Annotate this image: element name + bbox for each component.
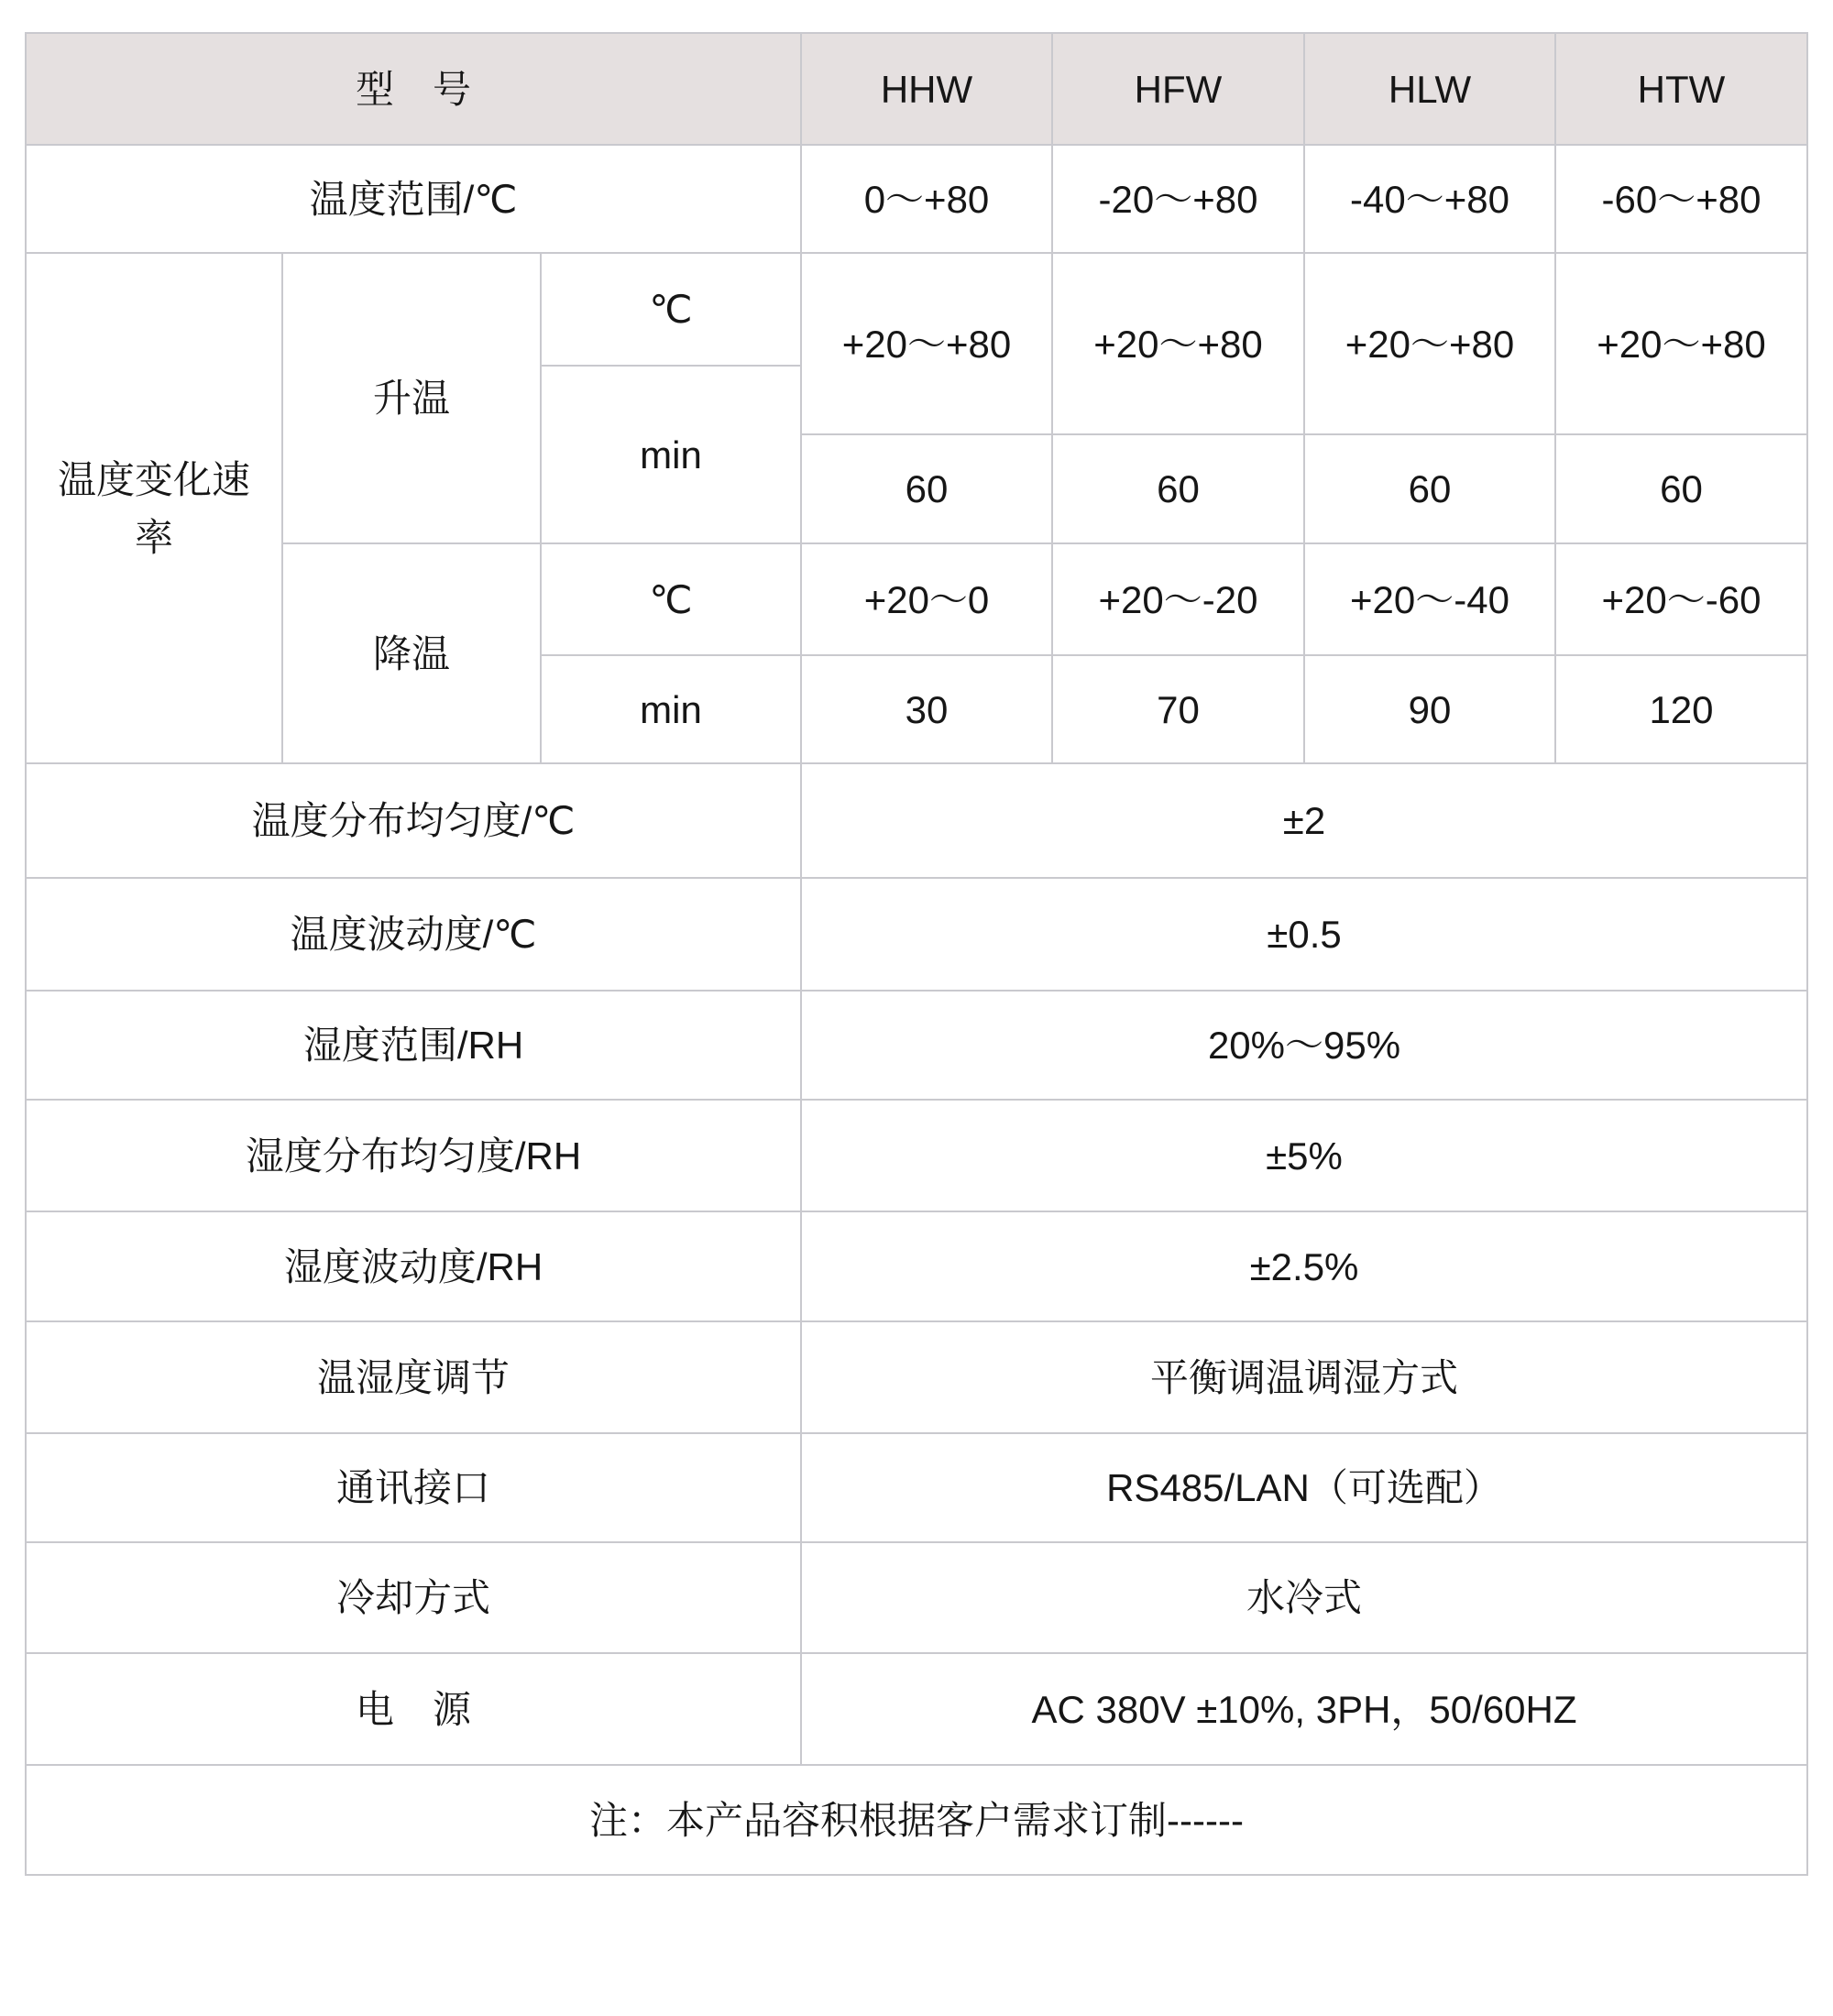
heating-temp-hfw: +20～+80 <box>1053 254 1305 435</box>
model-name-htw: HTW <box>1637 67 1726 111</box>
spec-label-temp-humidity-control: 温湿度调节 <box>27 1322 802 1434</box>
model-name-hhw: HHW <box>880 67 973 111</box>
temp-range-label: 温度范围/℃ <box>309 177 518 221</box>
header-cell-model-hfw <box>1053 34 1305 146</box>
cooling-temp-hhw: +20～0 <box>802 544 1053 656</box>
header-cell-model-htw <box>1556 34 1808 146</box>
heating-time-hfw: 60 <box>1053 435 1305 544</box>
spec-value-humidity-uniformity: ±5% <box>802 1101 1808 1212</box>
spec-value-communication-interface: RS485/LAN（可选配） <box>802 1434 1808 1543</box>
temp-range-value-htw: -60～+80 <box>1556 146 1808 254</box>
spec-value-temp-humidity-control: 平衡调温调湿方式 <box>802 1322 1808 1434</box>
cooling-label-cell <box>283 544 542 764</box>
temp-range-value-hfw: -20～+80 <box>1053 146 1305 254</box>
heating-unit-time-cell: min <box>542 367 802 544</box>
spec-label-temp-uniformity: 温度分布均匀度/℃ <box>27 764 802 879</box>
cooling-time-hhw: 30 <box>802 656 1053 764</box>
cooling-time-htw: 120 <box>1556 656 1808 764</box>
spec-value-humidity-range: 20%～95% <box>802 992 1808 1101</box>
temp-range-value-hhw: 0～+80 <box>802 146 1053 254</box>
note-row <box>27 1766 1808 1876</box>
heating-time-hhw: 60 <box>802 435 1053 544</box>
cooling-time-hlw: 90 <box>1305 656 1556 764</box>
spec-table <box>25 32 1808 1876</box>
spec-label-humidity-uniformity: 湿度分布均匀度/RH <box>27 1101 802 1212</box>
temp-change-rate-label-cell <box>27 254 283 764</box>
cooling-temp-hfw: +20～-20 <box>1053 544 1305 656</box>
heating-time-htw: 60 <box>1556 435 1808 544</box>
heating-temp-htw: +20～+80 <box>1556 254 1808 435</box>
cooling-temp-htw: +20～-60 <box>1556 544 1808 656</box>
spec-label-humidity-fluctuation: 湿度波动度/RH <box>27 1212 802 1322</box>
header-cell-model-hlw <box>1305 34 1556 146</box>
heating-time-hlw: 60 <box>1305 435 1556 544</box>
temp-change-rate-label: 温度变化速率 <box>57 457 250 559</box>
heating-temp-hhw: +20～+80 <box>802 254 1053 435</box>
cooling-unit-temp-cell: ℃ <box>542 544 802 656</box>
spec-value-power-supply: AC 380V ±10%, 3PH，50/60HZ <box>802 1654 1808 1766</box>
header-cell-model-hhw <box>802 34 1053 146</box>
spec-value-temp-fluctuation: ±0.5 <box>802 879 1808 992</box>
spec-label-communication-interface: 通讯接口 <box>27 1434 802 1543</box>
header-cell-model-label <box>27 34 802 146</box>
cooling-label: 降温 <box>372 631 450 675</box>
spec-label-cooling-method: 冷却方式 <box>27 1543 802 1654</box>
temp-range-value-hlw: -40～+80 <box>1305 146 1556 254</box>
cooling-unit-time-cell: min <box>542 656 802 764</box>
heating-label: 升温 <box>372 377 450 420</box>
heating-unit-temp-cell: ℃ <box>542 254 802 367</box>
heating-temp-hlw: +20～+80 <box>1305 254 1556 435</box>
spec-value-humidity-fluctuation: ±2.5% <box>802 1212 1808 1322</box>
model-name-hlw: HLW <box>1388 67 1472 111</box>
cooling-time-hfw: 70 <box>1053 656 1305 764</box>
model-label: 型 号 <box>355 67 471 111</box>
cooling-temp-hlw: +20～-40 <box>1305 544 1556 656</box>
spec-label-temp-fluctuation: 温度波动度/℃ <box>27 879 802 992</box>
note-text: 注：本产品容积根据客户需求订制------ <box>589 1798 1244 1842</box>
model-name-hfw: HFW <box>1134 67 1223 111</box>
spec-value-cooling-method: 水冷式 <box>802 1543 1808 1654</box>
spec-label-power-supply: 电 源 <box>27 1654 802 1766</box>
heating-label-cell <box>283 254 542 544</box>
temp-range-label-cell <box>27 146 802 254</box>
spec-value-temp-uniformity: ±2 <box>802 764 1808 879</box>
spec-label-humidity-range: 湿度范围/RH <box>27 992 802 1101</box>
